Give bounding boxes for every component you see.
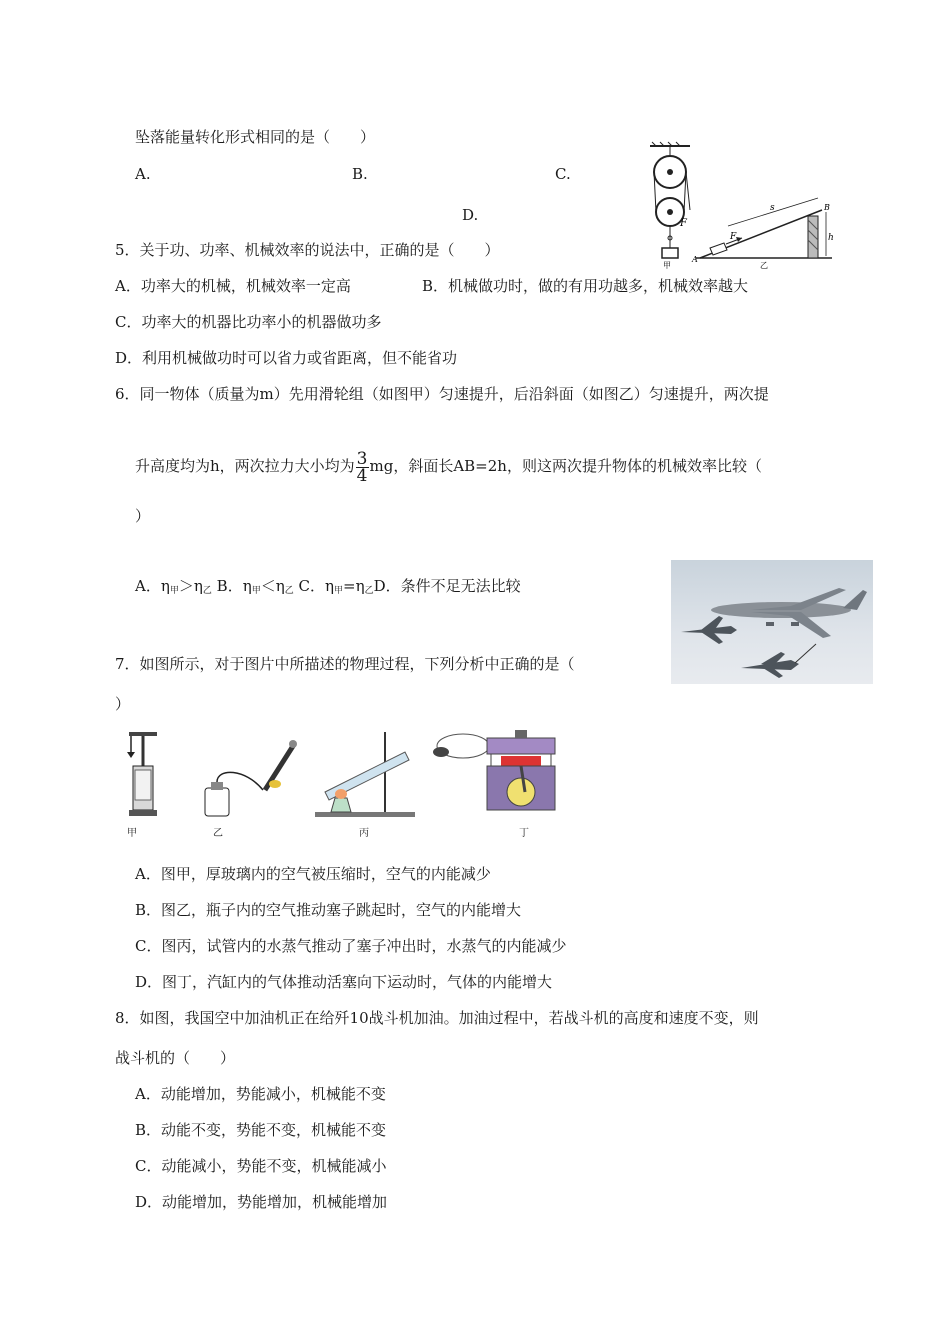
q6-stem-line2 bbox=[135, 446, 762, 486]
label-jia: 甲 bbox=[663, 261, 671, 270]
eta-symbol: η bbox=[355, 577, 365, 595]
q7-stem-line1: 7．如图所示，对于图片中所描述的物理过程，下列分析中正确的是（ bbox=[115, 655, 575, 673]
fig-label-yi: 乙 bbox=[213, 828, 223, 839]
q8-option-a: A．动能增加，势能减小，机械能不变 bbox=[135, 1085, 386, 1103]
force-label-f1: F bbox=[680, 218, 687, 229]
label-h: h bbox=[828, 233, 834, 243]
sub-yi: 乙 bbox=[284, 586, 294, 596]
aircraft-svg bbox=[671, 560, 873, 684]
q6-option-c-label: C． bbox=[298, 577, 326, 595]
q8-option-d: D．动能增加，势能增加，机械能增加 bbox=[135, 1193, 388, 1211]
eta-symbol: η bbox=[325, 577, 335, 595]
q7-option-d: D．图丁，汽缸内的气体推动活塞向下运动时，气体的内能增大 bbox=[135, 973, 553, 991]
q6-option-a-label: A． bbox=[135, 577, 161, 595]
fraction-numerator: 3 bbox=[356, 448, 368, 469]
label-s: s bbox=[770, 203, 775, 213]
eta-symbol: η bbox=[160, 577, 170, 595]
force-label-f2: F bbox=[730, 232, 737, 242]
q8-option-b: B．动能不变，势能不变，机械能不变 bbox=[135, 1121, 387, 1139]
label-a: A bbox=[692, 255, 698, 264]
sub-yi: 乙 bbox=[364, 586, 374, 596]
q7-stem-line2: ） bbox=[115, 695, 131, 713]
q6-option-d: D．条件不足无法比较 bbox=[373, 577, 521, 595]
refueling-aircraft-photo bbox=[671, 560, 873, 684]
q4-option-a: A. bbox=[135, 165, 151, 183]
q5-option-c: C．功率大的机器比功率小的机器做功多 bbox=[115, 313, 382, 331]
q7-option-b: B．图乙，瓶子内的空气推动塞子跳起时，空气的内能增大 bbox=[135, 901, 522, 919]
q8-stem-line1: 8．如图，我国空中加油机正在给歼10战斗机加油。加油过程中，若战斗机的高度和速度不变，则 bbox=[115, 1009, 759, 1027]
fig-label-jia: 甲 bbox=[127, 828, 137, 839]
fig-label-ding: 丁 bbox=[519, 828, 529, 839]
q6-stem-part-a: 升高度均为h，两次拉力大小均为 bbox=[135, 457, 355, 475]
greater-than: ＞ bbox=[178, 577, 194, 595]
q5-stem: 5．关于功、功率、机械效率的说法中，正确的是（ ） bbox=[115, 241, 500, 259]
q6-stem-part-b: mg，斜面长AB=2h，则这两次提升物体的机械效率比较（ bbox=[369, 457, 762, 475]
eta-symbol: η bbox=[242, 577, 252, 595]
q6-stem-line1: 6．同一物体（质量为m）先用滑轮组（如图甲）匀速提升，后沿斜面（如图乙）匀速提升，两次提 bbox=[115, 385, 769, 403]
q5-option-d: D．利用机械做功时可以省力或省距离，但不能省功 bbox=[115, 349, 458, 367]
eta-symbol: η bbox=[193, 577, 203, 595]
less-than: ＜ bbox=[260, 577, 276, 595]
q5-option-b: B．机械做功时，做的有用功越多，机械效率越大 bbox=[422, 277, 749, 295]
pulley-incline-figure bbox=[630, 140, 840, 270]
sub-jia: 甲 bbox=[334, 586, 344, 596]
q6-options bbox=[135, 576, 521, 601]
q7-figures-svg bbox=[115, 728, 575, 838]
label-b: B bbox=[824, 203, 830, 212]
sub-jia: 甲 bbox=[251, 586, 261, 596]
q6-stem-line3: ） bbox=[135, 507, 151, 525]
q4-option-b: B. bbox=[352, 165, 368, 183]
fraction-three-quarters bbox=[356, 448, 369, 486]
fig-label-bing: 丙 bbox=[359, 828, 369, 839]
sub-yi: 乙 bbox=[202, 586, 212, 596]
q5-option-a: A．功率大的机械，机械效率一定高 bbox=[115, 277, 351, 295]
q8-stem-line2: 战斗机的（ ） bbox=[115, 1049, 236, 1067]
q4-option-c: C. bbox=[555, 165, 571, 183]
q6-option-b-label: B． bbox=[216, 577, 243, 595]
q7-figures bbox=[115, 728, 575, 838]
sub-jia: 甲 bbox=[169, 586, 179, 596]
q7-option-a: A．图甲，厚玻璃内的空气被压缩时，空气的内能减少 bbox=[135, 865, 491, 883]
q4-tail: 坠落能量转化形式相同的是（ ） bbox=[135, 128, 376, 146]
q4-option-d: D. bbox=[462, 206, 479, 224]
label-yi: 乙 bbox=[760, 261, 768, 270]
pulley-incline-svg bbox=[630, 140, 840, 270]
eta-symbol: η bbox=[275, 577, 285, 595]
fraction-denominator: 4 bbox=[356, 465, 368, 486]
q7-option-c: C．图丙，试管内的水蒸气推动了塞子冲出时，水蒸气的内能减少 bbox=[135, 937, 567, 955]
equals: = bbox=[343, 577, 356, 595]
q8-option-c: C．动能减小，势能不变，机械能减小 bbox=[135, 1157, 387, 1175]
